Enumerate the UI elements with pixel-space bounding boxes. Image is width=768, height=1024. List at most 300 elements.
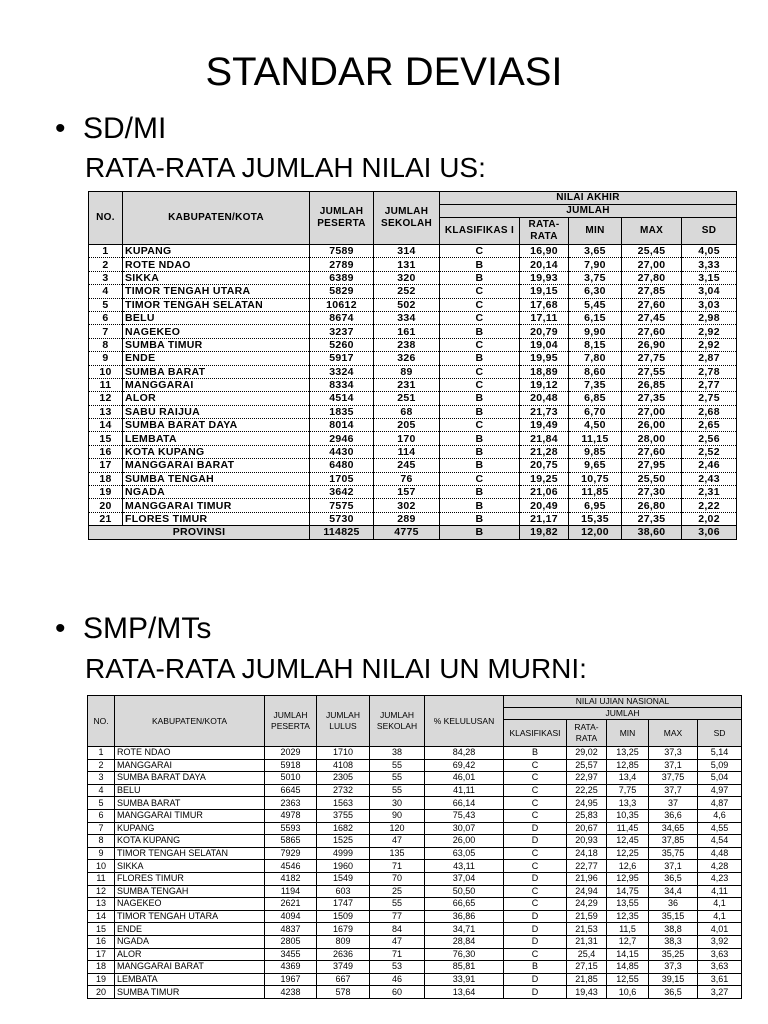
table-cell: 6,15 <box>569 311 622 324</box>
table-cell: 34,4 <box>649 885 698 898</box>
table-cell: 1549 <box>317 872 370 885</box>
table-cell: 2,92 <box>682 338 737 351</box>
table-cell: 2,77 <box>682 378 737 391</box>
table-cell: B <box>440 352 520 365</box>
table-cell: 12 <box>88 885 115 898</box>
table-cell: 27,35 <box>622 512 682 525</box>
section2-subtitle: RATA-RATA JUMLAH NILAI UN MURNI: <box>85 653 587 684</box>
table-cell: 21,96 <box>567 872 607 885</box>
smp-table <box>87 695 742 999</box>
table-cell: 114 <box>374 445 440 458</box>
table-cell: 20 <box>89 499 123 512</box>
table-cell: 8 <box>89 338 123 351</box>
table-cell: 16 <box>89 445 123 458</box>
table-cell: 37 <box>649 797 698 810</box>
table-row <box>88 809 742 822</box>
table-cell: 13 <box>88 898 115 911</box>
header-sekolah: JUMLAH SEKOLAH <box>374 192 440 245</box>
header-peserta: JUMLAH PESERTA <box>310 192 374 245</box>
table-cell: C <box>440 419 520 432</box>
table-cell: B <box>440 445 520 458</box>
table-cell: 19,93 <box>520 271 569 284</box>
section1-subtitle: RATA-RATA JUMLAH NILAI US: <box>85 152 486 183</box>
table-cell: 12,6 <box>607 860 649 873</box>
table-row <box>89 486 737 499</box>
table-cell: SUMBA BARAT DAYA <box>115 772 265 785</box>
table-row <box>89 338 737 351</box>
table-cell: 603 <box>317 885 370 898</box>
table-cell: 4,54 <box>698 835 742 848</box>
table-cell: D <box>504 835 567 848</box>
table-cell: 21,84 <box>520 432 569 445</box>
header-sekolah: JUMLAH SEKOLAH <box>370 696 425 747</box>
table-row <box>89 298 737 311</box>
table-cell: C <box>440 365 520 378</box>
table-cell: C <box>440 285 520 298</box>
table-cell: 4837 <box>265 923 317 936</box>
table-cell: 2 <box>89 258 123 271</box>
table-cell: ALOR <box>123 392 310 405</box>
table-cell: 15,35 <box>569 512 622 525</box>
table-row <box>89 245 737 258</box>
table-row <box>88 948 742 961</box>
table-cell: 2363 <box>265 797 317 810</box>
table-cell: KUPANG <box>115 822 265 835</box>
table-cell: C <box>504 784 567 797</box>
table-cell: 2732 <box>317 784 370 797</box>
table-cell: 21 <box>89 512 123 525</box>
table-cell: 21,73 <box>520 405 569 418</box>
table-cell: 6,30 <box>569 285 622 298</box>
bullet-icon: • <box>55 112 66 145</box>
table-cell: 43,11 <box>425 860 504 873</box>
table-row <box>89 432 737 445</box>
table-cell: 3,03 <box>682 298 737 311</box>
table-cell: TIMOR TENGAH SELATAN <box>115 847 265 860</box>
table-row <box>89 271 737 284</box>
table-cell: B <box>440 499 520 512</box>
table-cell: 2,52 <box>682 445 737 458</box>
table-cell: 314 <box>374 245 440 258</box>
table-cell: 35,15 <box>649 910 698 923</box>
table-cell: 35,25 <box>649 948 698 961</box>
table-cell: 37,1 <box>649 759 698 772</box>
table-cell: 25,57 <box>567 759 607 772</box>
table-cell: 27,60 <box>622 445 682 458</box>
table-cell: C <box>504 885 567 898</box>
table-cell: 5 <box>88 797 115 810</box>
table-cell: 4775 <box>374 526 440 539</box>
table-cell: 1682 <box>317 822 370 835</box>
table-cell: 27,30 <box>622 486 682 499</box>
table-cell: C <box>504 772 567 785</box>
table-cell: 71 <box>370 948 425 961</box>
table-cell: 21,53 <box>567 923 607 936</box>
table-cell: 10612 <box>310 298 374 311</box>
table-cell: 3,04 <box>682 285 737 298</box>
header-kabupaten: KABUPATEN/KOTA <box>115 696 265 747</box>
table-cell: 5593 <box>265 822 317 835</box>
table-cell: 21,31 <box>567 935 607 948</box>
table-cell: 41,11 <box>425 784 504 797</box>
table-cell: 2636 <box>317 948 370 961</box>
table-cell: 231 <box>374 378 440 391</box>
table-cell: 2,56 <box>682 432 737 445</box>
table-cell: 252 <box>374 285 440 298</box>
table-cell: 38 <box>370 747 425 760</box>
table-cell: 1967 <box>265 973 317 986</box>
table-cell: 77 <box>370 910 425 923</box>
table-cell: 24,95 <box>567 797 607 810</box>
table-cell: 6389 <box>310 271 374 284</box>
table-cell: 4,48 <box>698 847 742 860</box>
table-cell: 12,45 <box>607 835 649 848</box>
table-cell: D <box>504 872 567 885</box>
table-row <box>89 311 737 324</box>
table-cell: 1 <box>88 747 115 760</box>
table-cell: 7,75 <box>607 784 649 797</box>
table-cell: 6 <box>88 809 115 822</box>
header-max: MAX <box>622 218 682 245</box>
table-cell: SUMBA BARAT DAYA <box>123 419 310 432</box>
table-cell: 2305 <box>317 772 370 785</box>
table-cell: B <box>440 271 520 284</box>
table-cell: 5,09 <box>698 759 742 772</box>
table-cell: 2,87 <box>682 352 737 365</box>
table-cell: C <box>440 472 520 485</box>
table-cell: 7,35 <box>569 378 622 391</box>
table-row <box>88 910 742 923</box>
table-cell: 7 <box>89 325 123 338</box>
table-cell: 3,75 <box>569 271 622 284</box>
table-cell: 19,15 <box>520 285 569 298</box>
table-cell: B <box>440 486 520 499</box>
table-cell: NAGEKEO <box>123 325 310 338</box>
header-klasifikasi: KLASIFIKAS I <box>440 218 520 245</box>
table-cell: B <box>440 512 520 525</box>
table-cell: D <box>504 986 567 999</box>
table-cell: 69,42 <box>425 759 504 772</box>
table-cell: 8674 <box>310 311 374 324</box>
section1-bullet <box>55 112 166 146</box>
table-cell: 2621 <box>265 898 317 911</box>
table-row <box>88 935 742 948</box>
table-cell: 55 <box>370 784 425 797</box>
table-cell: 1835 <box>310 405 374 418</box>
table-cell: 8,15 <box>569 338 622 351</box>
table-cell: 3,92 <box>698 935 742 948</box>
table-cell: 251 <box>374 392 440 405</box>
table-cell: 13,3 <box>607 797 649 810</box>
table-cell: 17,68 <box>520 298 569 311</box>
table-cell: 85,81 <box>425 961 504 974</box>
table-cell: 7,90 <box>569 258 622 271</box>
table-cell: 4,1 <box>698 910 742 923</box>
table-cell: 4999 <box>317 847 370 860</box>
table-row <box>88 898 742 911</box>
table-cell: 89 <box>374 365 440 378</box>
table-cell: 21,06 <box>520 486 569 499</box>
table-cell: TIMOR TENGAH UTARA <box>115 910 265 923</box>
table-cell: 68 <box>374 405 440 418</box>
header-klasifikasi: KLASIFIKASI <box>504 720 567 747</box>
table-cell: 27,15 <box>567 961 607 974</box>
table-cell: BELU <box>123 311 310 324</box>
table-cell: 84 <box>370 923 425 936</box>
table-cell: 3,63 <box>698 948 742 961</box>
table-cell: KUPANG <box>123 245 310 258</box>
table-cell: 16,90 <box>520 245 569 258</box>
table-cell: 5829 <box>310 285 374 298</box>
table-cell: C <box>504 759 567 772</box>
table-cell: 6 <box>89 311 123 324</box>
table-cell: 157 <box>374 486 440 499</box>
table-cell: B <box>440 459 520 472</box>
table-cell: 70 <box>370 872 425 885</box>
table-row <box>89 352 737 365</box>
header-jumlah: JUMLAH <box>504 708 742 720</box>
table-cell: C <box>504 809 567 822</box>
table-cell: 667 <box>317 973 370 986</box>
table-cell: 9,85 <box>569 445 622 458</box>
table-cell: 11,85 <box>569 486 622 499</box>
table-cell: 55 <box>370 759 425 772</box>
table-cell: SUMBA BARAT <box>115 797 265 810</box>
table-row <box>88 759 742 772</box>
table-cell: 3,65 <box>569 245 622 258</box>
table-cell: C <box>440 245 520 258</box>
table-cell: 15 <box>88 923 115 936</box>
header-peserta: JUMLAH PESERTA <box>265 696 317 747</box>
table-row <box>88 822 742 835</box>
table-cell: ENDE <box>115 923 265 936</box>
table-cell: 20,75 <box>520 459 569 472</box>
table-cell: 4,1 <box>698 898 742 911</box>
table-cell: 20,79 <box>520 325 569 338</box>
table-cell: 37,75 <box>649 772 698 785</box>
table-cell: 30 <box>370 797 425 810</box>
table-cell: 6,85 <box>569 392 622 405</box>
header-nilai-akhir: NILAI AKHIR <box>440 192 737 205</box>
table-cell: 22,25 <box>567 784 607 797</box>
table-cell: TIMOR TENGAH UTARA <box>123 285 310 298</box>
table-cell: 161 <box>374 325 440 338</box>
table-row <box>88 772 742 785</box>
table-cell: 11,15 <box>569 432 622 445</box>
table-cell: 90 <box>370 809 425 822</box>
table-cell: 1710 <box>317 747 370 760</box>
table-cell: BELU <box>115 784 265 797</box>
table-cell: NAGEKEO <box>115 898 265 911</box>
table-cell: SUMBA TIMUR <box>115 986 265 999</box>
table-cell: 3237 <box>310 325 374 338</box>
table-cell: 5865 <box>265 835 317 848</box>
table-cell: 13,4 <box>607 772 649 785</box>
table-cell: 3324 <box>310 365 374 378</box>
table-cell: 2,65 <box>682 419 737 432</box>
table-cell: 19,04 <box>520 338 569 351</box>
table-row <box>88 986 742 999</box>
header-min: MIN <box>607 720 649 747</box>
table-cell: 7,80 <box>569 352 622 365</box>
table-cell: 4,01 <box>698 923 742 936</box>
table-row <box>88 747 742 760</box>
table-cell: 12 <box>89 392 123 405</box>
table-cell: 36,5 <box>649 872 698 885</box>
table-row <box>89 405 737 418</box>
table-cell: 8014 <box>310 419 374 432</box>
table-cell: 25 <box>370 885 425 898</box>
table-cell: 14,85 <box>607 961 649 974</box>
table-cell: D <box>504 973 567 986</box>
header-min: MIN <box>569 218 622 245</box>
table-cell: 5,04 <box>698 772 742 785</box>
table-cell: 3 <box>88 772 115 785</box>
table-row <box>89 392 737 405</box>
table-cell: 19,25 <box>520 472 569 485</box>
table-cell: 27,85 <box>622 285 682 298</box>
table-cell: 2946 <box>310 432 374 445</box>
table-cell: 50,50 <box>425 885 504 898</box>
table-cell: 20,14 <box>520 258 569 271</box>
table-cell: 27,00 <box>622 258 682 271</box>
table-cell: C <box>504 797 567 810</box>
table-cell: 29,02 <box>567 747 607 760</box>
table-cell: B <box>440 325 520 338</box>
table-cell: 25,50 <box>622 472 682 485</box>
table-cell: ALOR <box>115 948 265 961</box>
table-cell: D <box>504 910 567 923</box>
table-cell: 27,35 <box>622 392 682 405</box>
table-cell: 2,78 <box>682 365 737 378</box>
table-cell: 19,95 <box>520 352 569 365</box>
table-cell: 2789 <box>310 258 374 271</box>
table-cell: SUMBA TIMUR <box>123 338 310 351</box>
table-cell: 37,3 <box>649 961 698 974</box>
table-cell: 66,14 <box>425 797 504 810</box>
section2-bullet-label: SMP/MTs <box>83 612 212 645</box>
table-cell: MANGGARAI BARAT <box>123 459 310 472</box>
section2-bullet <box>55 612 211 646</box>
table-cell: 5,45 <box>569 298 622 311</box>
table-cell: 37,04 <box>425 872 504 885</box>
table-cell: 1679 <box>317 923 370 936</box>
table-cell: NGADA <box>123 486 310 499</box>
table-cell: 19,49 <box>520 419 569 432</box>
table-cell: B <box>440 526 520 539</box>
header-no: NO. <box>88 696 115 747</box>
table-cell: 4430 <box>310 445 374 458</box>
table-cell: 8334 <box>310 378 374 391</box>
table-cell: 2,98 <box>682 311 737 324</box>
table-cell: 9,65 <box>569 459 622 472</box>
table-cell: 4546 <box>265 860 317 873</box>
table-cell: 2,68 <box>682 405 737 418</box>
table-cell: 326 <box>374 352 440 365</box>
table-row <box>88 923 742 936</box>
table-row <box>89 258 737 271</box>
table-cell: MANGGARAI TIMUR <box>123 499 310 512</box>
table-cell: KOTA KUPANG <box>123 445 310 458</box>
table-cell: 21,28 <box>520 445 569 458</box>
table-cell: 4 <box>89 285 123 298</box>
table-cell: 10,6 <box>607 986 649 999</box>
table-cell: 135 <box>370 847 425 860</box>
table-cell: 12,00 <box>569 526 622 539</box>
header-kabupaten: KABUPATEN/KOTA <box>123 192 310 245</box>
table-cell: C <box>440 378 520 391</box>
table-cell: 14 <box>88 910 115 923</box>
table-cell: 9,90 <box>569 325 622 338</box>
table-cell: 245 <box>374 459 440 472</box>
table-cell: 55 <box>370 772 425 785</box>
table-cell: LEMBATA <box>115 973 265 986</box>
table-cell: 63,05 <box>425 847 504 860</box>
table-cell: 21,59 <box>567 910 607 923</box>
table-cell: 24,94 <box>567 885 607 898</box>
table-cell: 3642 <box>310 486 374 499</box>
table-cell: C <box>504 898 567 911</box>
table-cell: 4,6 <box>698 809 742 822</box>
table-cell: 120 <box>370 822 425 835</box>
table-cell: KOTA KUPANG <box>115 835 265 848</box>
table-cell: D <box>504 923 567 936</box>
table-cell: SIKKA <box>115 860 265 873</box>
table-cell: 7929 <box>265 847 317 860</box>
table-row <box>89 512 737 525</box>
table-cell: 578 <box>317 986 370 999</box>
table-cell: C <box>504 948 567 961</box>
table-cell: 13 <box>89 405 123 418</box>
table-cell: 75,43 <box>425 809 504 822</box>
table-cell: 10,75 <box>569 472 622 485</box>
table-cell: 27,60 <box>622 298 682 311</box>
table-row <box>89 365 737 378</box>
table-row <box>88 835 742 848</box>
table-row <box>88 885 742 898</box>
table-cell: 28,84 <box>425 935 504 948</box>
table-cell: 2805 <box>265 935 317 948</box>
table-cell: 18,89 <box>520 365 569 378</box>
table-cell: 4238 <box>265 986 317 999</box>
table-cell: 131 <box>374 258 440 271</box>
table-cell: 47 <box>370 935 425 948</box>
table-cell: 114825 <box>310 526 374 539</box>
table-cell: 334 <box>374 311 440 324</box>
table-cell: 1705 <box>310 472 374 485</box>
table-cell: 2,92 <box>682 325 737 338</box>
table-cell: MANGGARAI <box>115 759 265 772</box>
table-cell: LEMBATA <box>123 432 310 445</box>
table-cell: 27,45 <box>622 311 682 324</box>
table-cell: 20,93 <box>567 835 607 848</box>
table-cell: 36 <box>649 898 698 911</box>
table-cell: 38,60 <box>622 526 682 539</box>
table-cell: 4182 <box>265 872 317 885</box>
table-cell: 17,11 <box>520 311 569 324</box>
province-row <box>89 526 737 539</box>
table-cell: MANGGARAI TIMUR <box>115 809 265 822</box>
header-jumlah: JUMLAH <box>440 205 737 218</box>
table-cell: 3 <box>89 271 123 284</box>
header-lulus: JUMLAH LULUS <box>317 696 370 747</box>
table-cell: 8,60 <box>569 365 622 378</box>
table-cell: 2,02 <box>682 512 737 525</box>
table-cell: 2,75 <box>682 392 737 405</box>
table-cell: 37,1 <box>649 860 698 873</box>
table-cell: 4369 <box>265 961 317 974</box>
table-cell: FLORES TIMUR <box>123 512 310 525</box>
